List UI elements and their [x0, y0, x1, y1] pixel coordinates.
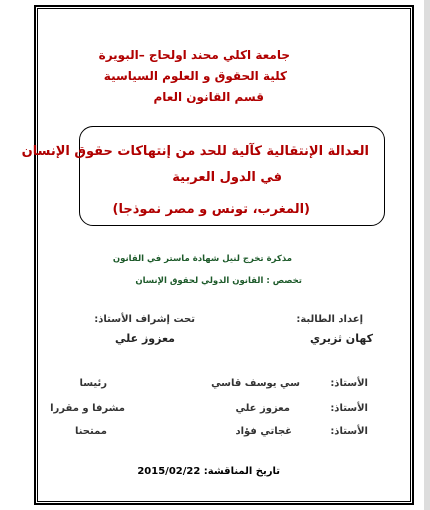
committee-name-2: معزوز علي [235, 403, 290, 414]
student-name: كهان ثزيري [309, 332, 373, 345]
committee-title-2: الأستاذ: [330, 403, 368, 414]
specialty-statement: تخصص : القانون الدولي لحقوق الإنسان [135, 276, 302, 286]
committee-role-2: مشرفا و مقررا [50, 403, 125, 414]
committee-name-1: سي يوسف قاسي [211, 378, 300, 389]
committee-role-3: ممتحنا [74, 426, 107, 437]
committee-title-3: الأستاذ: [330, 426, 368, 437]
department-name: قسم القانون العام [153, 90, 264, 104]
supervisor-name: معزوز علي [115, 332, 175, 345]
committee-title-1: الأستاذ: [330, 378, 368, 389]
thesis-title-line1: العدالة الإنتقالية كآلية للحد من إنتهاكات حقوق الإنسان [21, 144, 369, 159]
thesis-title-line2: في الدول العربية [172, 170, 282, 185]
scroll-edge [424, 0, 430, 510]
university-name: جامعة اكلي محند اولحاج –البويرة [98, 48, 290, 62]
committee-role-1: رئيسا [79, 378, 107, 389]
defense-date: تاريخ المناقشة: 2015/02/22 [137, 466, 280, 477]
supervisor-label: تحت إشراف الأستاذ: [94, 314, 195, 325]
degree-statement: مذكرة تخرج لنيل شهادة ماستر في القانون [112, 254, 292, 264]
student-label: إعداد الطالبة: [296, 314, 363, 325]
thesis-title-line3: (المغرب، تونس و مصر نموذجا) [112, 202, 310, 217]
committee-name-3: غجاتي فؤاد [235, 426, 292, 437]
faculty-name: كلية الحقوق و العلوم السياسية [103, 69, 287, 83]
